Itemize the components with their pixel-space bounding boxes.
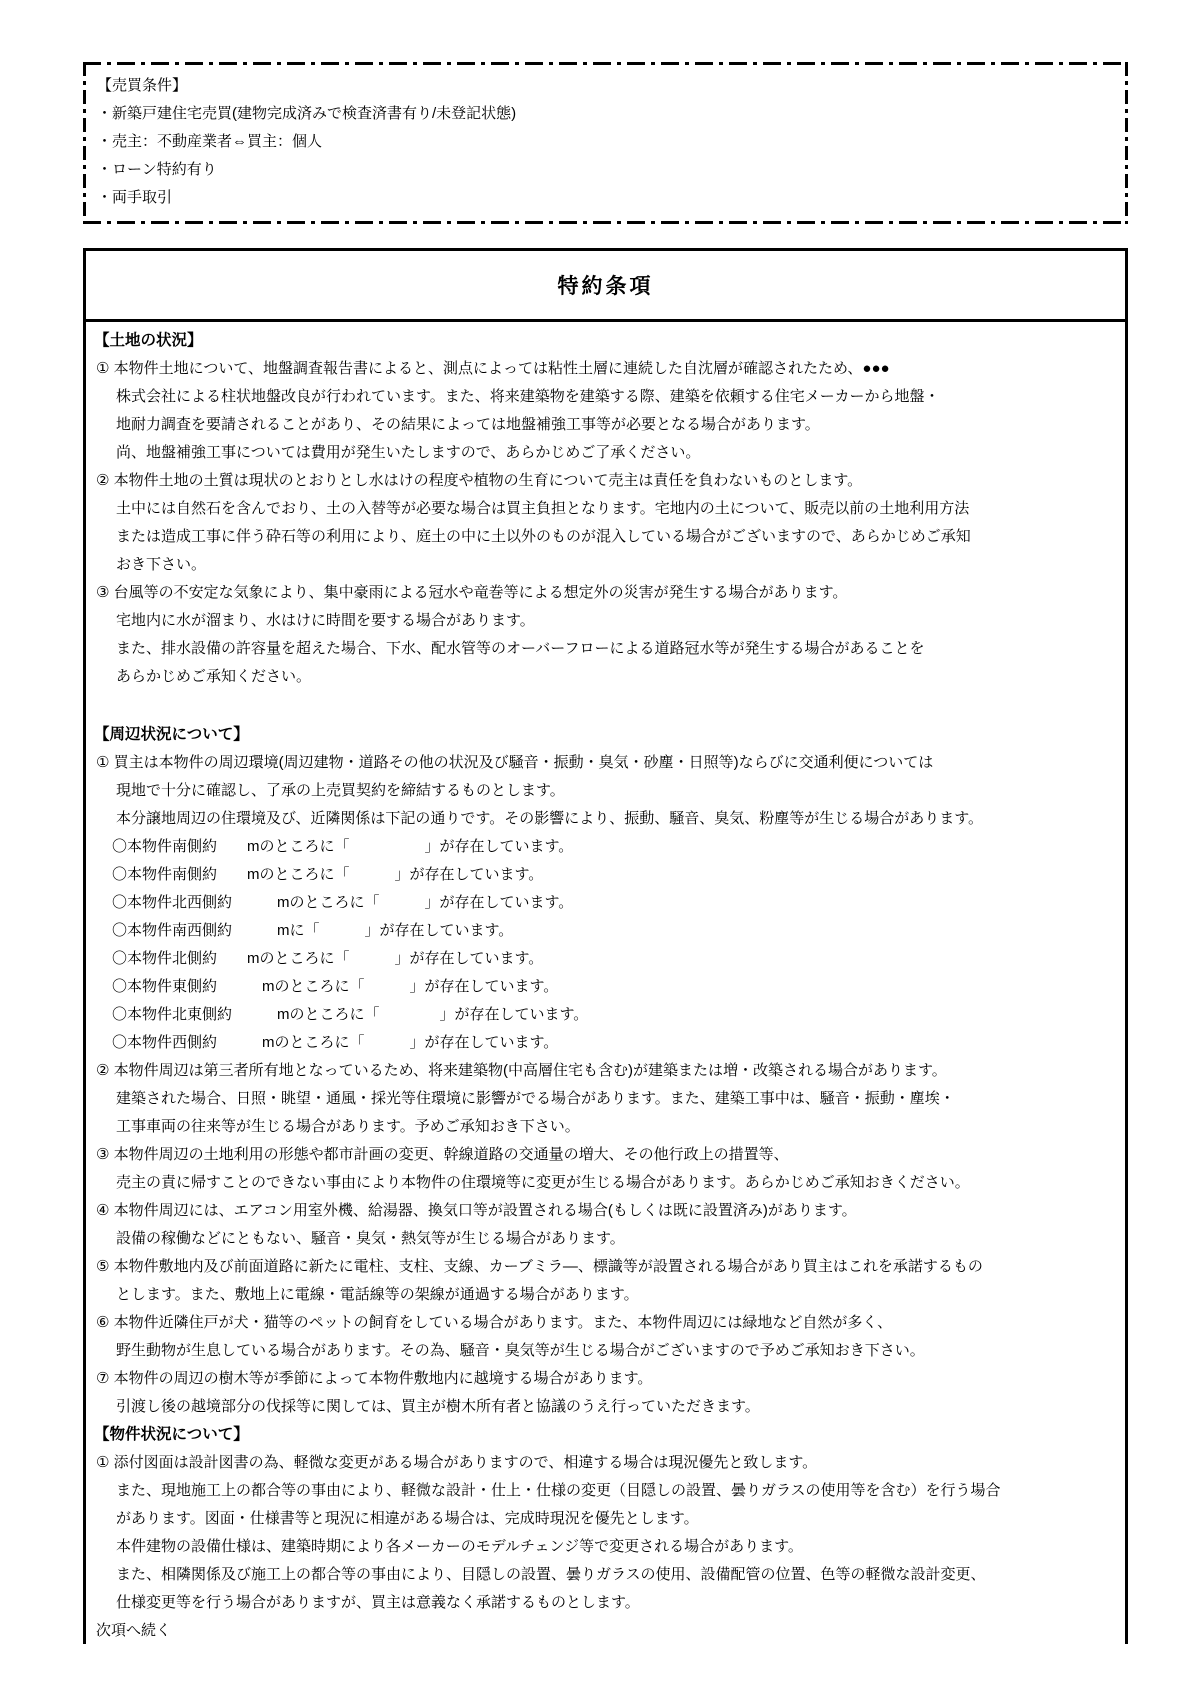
dashed-border-bottom — [83, 221, 1128, 224]
provision-line: おき下さい。 — [116, 556, 207, 573]
provision-line: 土中には自然石を含んでおり、土の入替等が必要な場合は買主負担となります。宅地内の土について、販売以前の土地利用方法 — [116, 500, 970, 517]
provision-line: 建築された場合、日照・眺望・通風・採光等住環境に影響がでる場合があります。また、建築工事中は、騒音・振動・塵埃・ — [116, 1090, 955, 1107]
section-lines — [94, 355, 1115, 691]
provision-line: ⑥ 本物件近隣住戸が犬・猫等のペットの飼育をしている場合があります。また、本物件周辺には緑地など自然が多く、 — [96, 1314, 893, 1331]
sale-conditions-items — [97, 100, 1112, 212]
continuation-note: 次項へ続く — [96, 1622, 172, 1639]
provision-line: ② 本物件周辺は第三者所有地となっているため、将来建築物(中高層住宅も含む)が建築または増・改築される場合があります。 — [96, 1062, 947, 1079]
provision-line: 〇本物件南西側約 mに「 」が存在しています。 — [112, 922, 514, 939]
provision-section — [94, 721, 1115, 1421]
section-lines — [94, 1449, 1115, 1617]
provision-line: 〇本物件西側約 mのところに「 」が存在しています。 — [112, 1034, 559, 1051]
provision-section — [94, 1421, 1115, 1617]
provision-line: とします。また、敷地上に電線・電話線等の架線が通過する場合があります。 — [116, 1286, 639, 1303]
provision-line: ④ 本物件周辺には、エアコン用室外機、給湯器、換気口等が設置される場合(もしくは既に設置済み)があります。 — [96, 1202, 857, 1219]
provision-line: ③ 本物件周辺の土地利用の形態や都市計画の変更、幹線道路の交通量の増大、その他行政上の措置等、 — [96, 1146, 789, 1163]
special-provisions-title: 特約条項 — [557, 275, 654, 298]
sale-condition-item: ・両手取引 — [97, 189, 173, 206]
provision-line: 〇本物件北側約 mのところに「 」が存在しています。 — [112, 950, 544, 967]
section-heading: 【物件状況について】 — [94, 1426, 249, 1443]
sale-condition-item: ・新築戸建住宅売買(建物完成済みで検査済書有り/未登記状態) — [97, 105, 517, 122]
special-provisions-title-bar — [86, 251, 1125, 322]
provision-line: あらかじめご承知ください。 — [116, 668, 312, 685]
provision-line: ③ 台風等の不安定な気象により、集中豪雨による冠水や竜巻等による想定外の災害が発生する場合があります。 — [96, 584, 848, 601]
provision-line: 〇本物件南側約 mのところに「 」が存在しています。 — [112, 838, 574, 855]
sale-conditions-heading: 【売買条件】 — [97, 77, 188, 94]
provision-line: または造成工事に伴う砕石等の利用により、庭土の中に土以外のものが混入している場合がございますので、あらかじめご承知 — [116, 528, 971, 545]
provision-line: また、相隣関係及び施工上の都合等の事由により、目隠しの設置、曇りガラスの使用、設備配管の位置、色等の軽微な設計変更、 — [116, 1566, 986, 1583]
provision-line: ① 買主は本物件の周辺環境(周辺建物・道路その他の状況及び騒音・振動・臭気・砂塵・日照等)ならびに交通利便については — [96, 754, 934, 771]
provision-line: 〇本物件東側約 mのところに「 」が存在しています。 — [112, 978, 559, 995]
provisions-body — [86, 322, 1125, 1645]
provision-line: 宅地内に水が溜まり、水はけに時間を要する場合があります。 — [116, 612, 535, 629]
provision-line: 本件建物の設備仕様は、建築時期により各メーカーのモデルチェンジ等で変更される場合があります。 — [116, 1538, 803, 1555]
provision-line: 野生動物が生息している場合があります。その為、騒音・臭気等が生じる場合がございますので予めご承知おき下さい。 — [116, 1342, 925, 1359]
sale-condition-item: ・ローン特約有り — [97, 161, 217, 178]
section-heading: 【周辺状況について】 — [94, 726, 249, 743]
provision-line: 工事車両の往来等が生じる場合があります。予めご承知おき下さい。 — [116, 1118, 580, 1135]
provision-line: があります。図面・仕様書等と現況に相違がある場合は、完成時現況を優先とします。 — [116, 1510, 699, 1527]
provision-line: 売主の責に帰すことのできない事由により本物件の住環境等に変更が生じる場合があります。あらかじめご承知おきください。 — [116, 1174, 970, 1191]
provision-line: 設備の稼働などにともない、騒音・臭気・熱気等が生じる場合があります。 — [116, 1230, 625, 1247]
provision-line: 尚、地盤補強工事については費用が発生いたしますので、あらかじめご了承ください。 — [116, 444, 701, 461]
provision-line: ① 添付図面は設計図書の為、軽微な変更がある場合がありますので、相違する場合は現況優先と致します。 — [96, 1454, 818, 1471]
provision-line: 地耐力調査を要請されることがあり、その結果によっては地盤補強工事等が必要となる場合があります。 — [116, 416, 820, 433]
provision-line: 〇本物件北西側約 mのところに「 」が存在しています。 — [112, 894, 574, 911]
provision-section — [94, 327, 1115, 691]
provision-line: 株式会社による柱状地盤改良が行われています。また、将来建築物を建築する際、建築を依頼する住宅メーカーから地盤・ — [116, 388, 940, 405]
provision-line: 現地で十分に確認し、了承の上売買契約を締結するものとします。 — [116, 782, 565, 799]
sale-conditions-box — [83, 62, 1128, 224]
provision-line: ② 本物件土地の土質は現状のとおりとし水はけの程度や植物の生育について売主は責任を負わないものとします。 — [96, 472, 863, 489]
dashed-border-top — [83, 62, 1128, 65]
special-provisions-box — [83, 248, 1128, 1644]
provision-line: また、現地施工上の都合等の事由により、軽微な設計・仕上・仕様の変更（目隠しの設置、曇りガラスの使用等を含む）を行う場合 — [116, 1482, 1001, 1499]
provision-line: ⑦ 本物件の周辺の樹木等が季節によって本物件敷地内に越境する場合があります。 — [96, 1370, 653, 1387]
dashed-border-left — [83, 62, 86, 224]
provision-line: また、排水設備の許容量を超えた場合、下水、配水管等のオーバーフローによる道路冠水等が発生する場合があることを — [116, 640, 925, 657]
section-lines — [94, 749, 1115, 1421]
provision-line: 本分譲地周辺の住環境及び、近隣関係は下記の通りです。その影響により、振動、騒音、臭気、粉塵等が生じる場合があります。 — [116, 810, 984, 827]
provisions-sections — [94, 327, 1115, 1617]
dashed-border-right — [1125, 62, 1128, 224]
provision-line: ⑤ 本物件敷地内及び前面道路に新たに電柱、支柱、支線、カーブミラ―、標識等が設置される場合があり買主はこれを承諾するもの — [96, 1258, 983, 1275]
provision-line: 〇本物件南側約 mのところに「 」が存在しています。 — [112, 866, 544, 883]
provision-line: 引渡し後の越境部分の伐採等に関しては、買主が樹木所有者と協議のうえ行っていただきます。 — [116, 1398, 760, 1415]
provision-line: ① 本物件土地について、地盤調査報告書によると、測点によっては粘性土層に連続した自沈層が確認されたため、●●● — [96, 360, 890, 377]
provision-line: 仕様変更等を行う場合がありますが、買主は意義なく承諾するものとします。 — [116, 1594, 640, 1611]
section-heading: 【土地の状況】 — [94, 332, 203, 349]
sale-condition-item: ・売主：不動産業者⇔買主：個人 — [97, 133, 323, 150]
provision-line: 〇本物件北東側約 mのところに「 」が存在しています。 — [112, 1006, 589, 1023]
